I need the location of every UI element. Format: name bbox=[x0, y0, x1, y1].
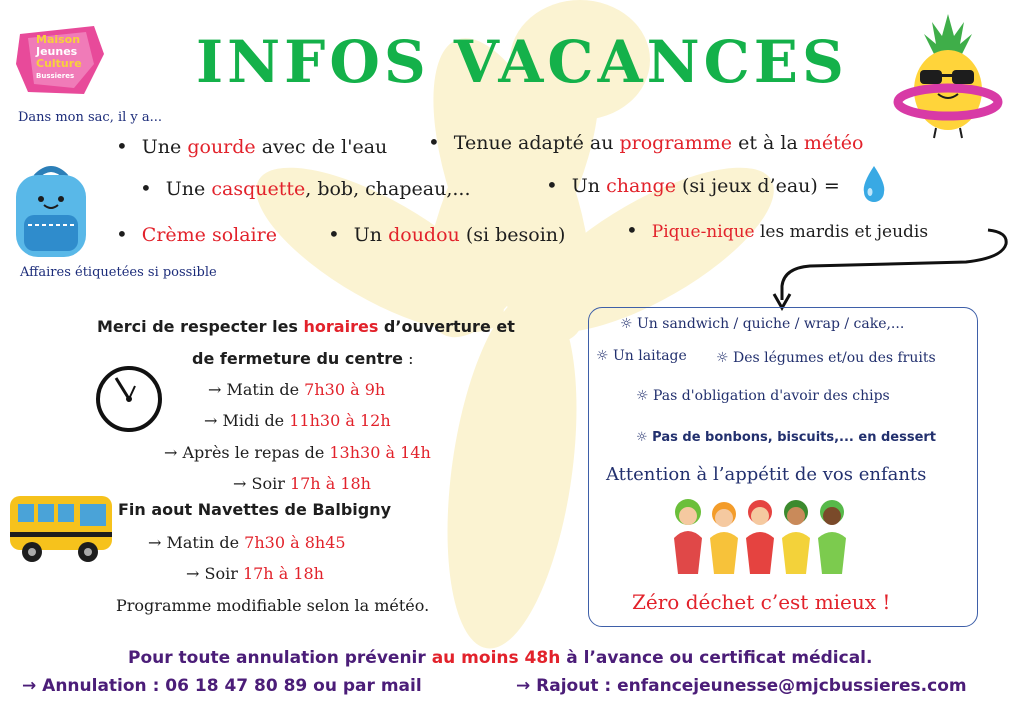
curved-arrow-icon bbox=[770, 224, 1020, 314]
shuttle-row: → Soir 17h à 18h bbox=[186, 564, 324, 583]
labels-note: Affaires étiquetées si possible bbox=[20, 265, 217, 280]
pineapple-sunglasses-icon bbox=[892, 10, 1004, 140]
lunch-item: ☼ Pas d'obligation d'avoir des chips bbox=[636, 388, 890, 404]
hours-row: → Après le repas de 13h30 à 14h bbox=[164, 443, 431, 462]
contact-email[interactable]: → Rajout : enfancejeunesse@mjcbussieres.com bbox=[516, 676, 967, 696]
list-item-doudou: • Un doudou (si besoin) bbox=[328, 222, 566, 246]
page-title: INFOS VACANCES bbox=[196, 28, 848, 96]
hours-intro-line1: Merci de respecter les horaires d’ouverture et bbox=[97, 317, 515, 336]
list-item-gourde: • Une gourde avec de l'eau bbox=[116, 134, 388, 158]
appetite-note: Attention à l’appétit de vos enfants bbox=[606, 464, 927, 485]
shuttle-note: Programme modifiable selon la météo. bbox=[116, 596, 430, 615]
hours-row: → Midi de 11h30 à 12h bbox=[204, 411, 391, 430]
water-drop-icon bbox=[860, 164, 888, 204]
cancellation-phone: → Annulation : 06 18 47 80 89 ou par mail bbox=[22, 676, 422, 696]
logo bbox=[14, 24, 106, 98]
clock-icon bbox=[94, 364, 164, 434]
list-item-creme: • Crème solaire bbox=[116, 222, 277, 246]
hours-row: → Matin de 7h30 à 9h bbox=[208, 380, 386, 399]
shuttle-title: Fin aout Navettes de Balbigny bbox=[118, 500, 392, 519]
school-bus-icon bbox=[6, 490, 118, 568]
bag-heading: Dans mon sac, il y a... bbox=[18, 110, 163, 125]
lunch-item: ☼ Un sandwich / quiche / wrap / cake,... bbox=[620, 316, 905, 332]
cancellation-notice: Pour toute annulation prévenir au moins 48h à l’avance ou certificat médical. bbox=[128, 648, 873, 668]
logo-line-1: Maison bbox=[36, 33, 81, 46]
list-item-casquette: • Une casquette, bob, chapeau,... bbox=[140, 176, 471, 200]
lunch-item-no-sweets: ☼ Pas de bonbons, biscuits,... en dessert bbox=[636, 430, 937, 445]
logo-line-2: Jeunes bbox=[36, 45, 78, 58]
hours-row: → Soir 17h à 18h bbox=[233, 474, 371, 493]
backpack-icon bbox=[8, 165, 94, 261]
lunch-item: ☼ Des légumes et/ou des fruits bbox=[716, 350, 936, 366]
list-item-tenue: • Tenue adapté au programme et à la météo bbox=[428, 130, 864, 154]
kids-fruit-costumes-illustration bbox=[668, 494, 858, 584]
lunch-item: ☼ Un laitage bbox=[596, 348, 687, 364]
list-item-change: • Un change (si jeux d’eau) = bbox=[546, 173, 840, 197]
hours-intro-line2: de fermeture du centre : bbox=[192, 349, 414, 368]
list-item-piquenique: • Pique-nique les mardis et jeudis bbox=[626, 218, 929, 242]
shuttle-row: → Matin de 7h30 à 8h45 bbox=[148, 533, 346, 552]
logo-line-4: Bussieres bbox=[36, 72, 75, 80]
zero-waste-note: Zéro déchet c’est mieux ! bbox=[632, 590, 891, 614]
logo-line-3: Culture bbox=[36, 57, 82, 70]
